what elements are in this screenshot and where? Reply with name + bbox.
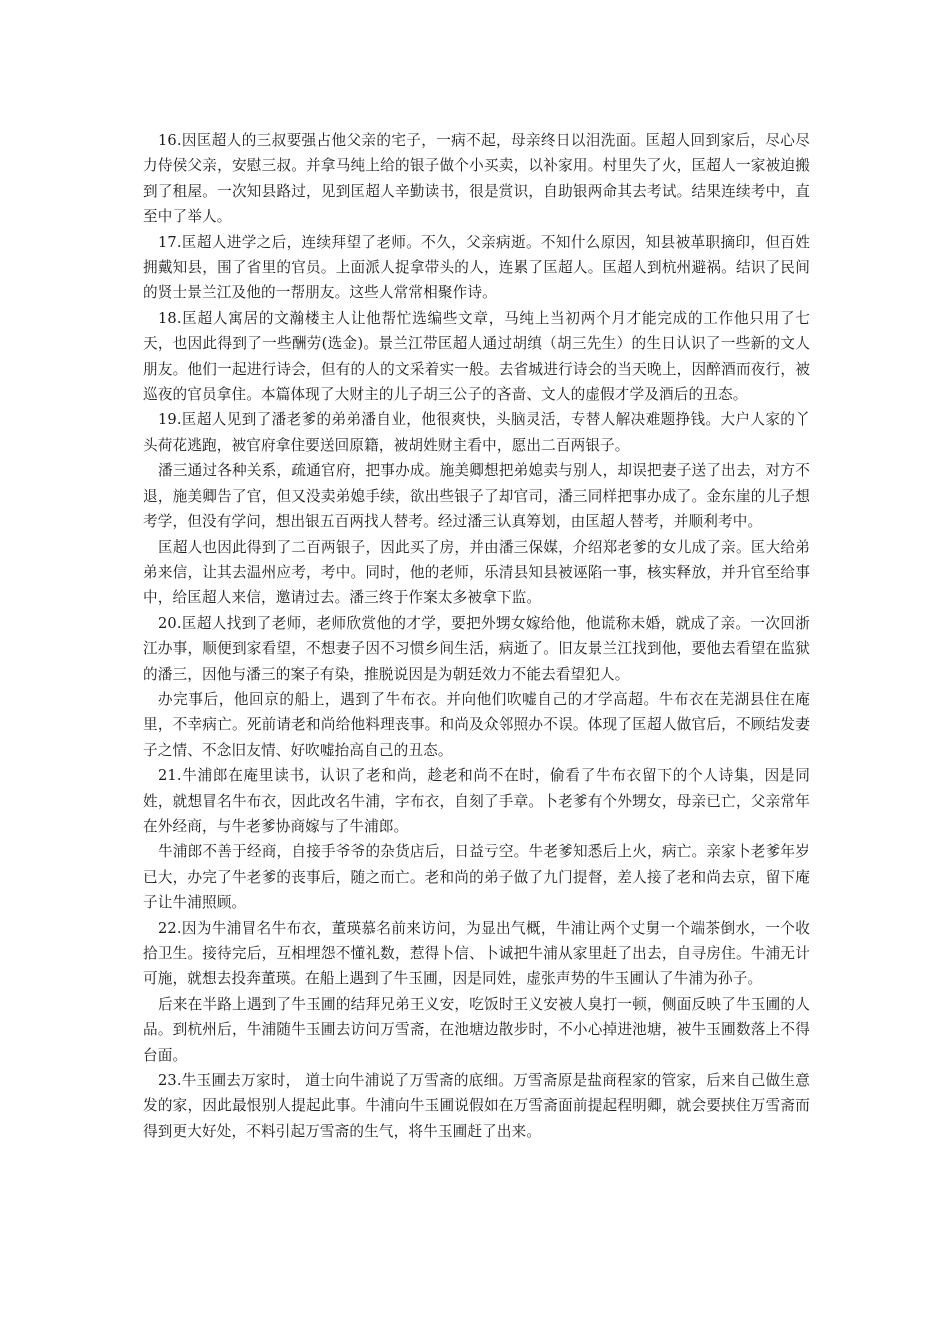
paragraph-22-cont: 后来在半路上遇到了牛玉圃的结拜兄弟王义安，吃饭时王义安被人臭打一顿，侧面反映了牛玉圃的人品。到杭州后，牛浦随牛玉圃去访问万雪斋，在池塘边散步时，不小心掉进池塘，被牛玉圃数落上不得台面。 (143, 995, 810, 1064)
paragraph-19-cont-2: 匡超人也因此得到了二百两银子，因此买了房，并由潘三保媒，介绍郑老爹的女儿成了亲。匡大给弟弟来信，让其去温州应考，考中。同时，他的老师，乐清县知县被诬陷一事，核实释放，并升官至给事中，给匡超人来信，邀请过去。潘三终于作案太多被拿下监。 (143, 538, 810, 607)
paragraph-20-cont: 办完事后，他回京的船上，遇到了牛布衣。并向他们吹嘘自己的才学高超。牛布衣在芜湖县住在庵里，不幸病亡。死前请老和尚给他料理丧事。和尚及众邻照办不误。体现了匡超人做官后，不顾结发妻子之情、不念旧友情、好吹嘘抬高自己的丑态。 (143, 690, 810, 759)
paragraph-21: 21.牛浦郎在庵里读书，认识了老和尚，趁老和尚不在时，偷看了牛布衣留下的个人诗集，因是同姓，就想冒名牛布衣，因此改名牛浦，字布衣，自刻了手章。卜老爹有个外甥女，母亲已亡，父亲常年在外经商，与牛老爹协商嫁与了牛浦郎。 (143, 767, 810, 835)
paragraph-22: 22.因为牛浦冒名牛布衣，董瑛慕名前来访问，为显出气概，牛浦让两个丈舅一个端茶倒水，一个收拾卫生。接待完后，互相埋怨不懂礼数，惹得卜信、卜诚把牛浦从家里赶了出去，自寻房住。牛浦无计可施，就想去投奔董瑛。在船上遇到了牛玉圃，因是同姓，虚张声势的牛玉圃认了牛浦为孙子。 (143, 919, 810, 988)
document-body (143, 128, 810, 1144)
paragraph-21-cont: 牛浦郎不善于经商，自接手爷爷的杂货店后，日益亏空。牛老爹知悉后上火，病亡。亲家卜老爹年岁已大，办完了牛老爹的丧事后，随之而亡。老和尚的弟子做了九门提督，差人接了老和尚去京，留下庵子让牛浦照顾。 (143, 843, 810, 912)
paragraph-19-cont-1: 潘三通过各种关系，疏通官府，把事办成。施美卿想把弟媳卖与别人，却误把妻子送了出去，对方不退，施美卿告了官，但又没卖弟媳手续，欲出些银子了却官司，潘三同样把事办成了。金东崖的儿子想考学，但没有学问，想出银五百两找人替考。经过潘三认真筹划，由匡超人替考，并顺利考中。 (143, 462, 810, 531)
paragraph-20: 20.匡超人找到了老师，老师欣赏他的才学，要把外甥女嫁给他，他谎称未婚，就成了亲。一次回浙江办事，顺便到家看望，不想妻子因不习惯乡间生活，病逝了。旧友景兰江找到他，要他去看望在监狱的潘三，因他与潘三的案子有染，推脱说因是为朝廷效力不能去看望犯人。 (143, 614, 810, 683)
paragraph-18: 18.匡超人寓居的文瀚楼主人让他帮忙选编些文章，马纯上当初两个月才能完成的工作他只用了七天，也因此得到了一些酬劳(选金)。景兰江带匡超人通过胡缜（胡三先生）的生日认识了一些新的文人朋友。他们一起进行诗会，但有的人的文采着实一般。去省城进行诗会的当天晚上，因醉酒而夜行，被巡夜的官员拿住。本篇体现了大财主的儿子胡三公子的吝啬、文人的虚假才学及酒后的丑态。 (143, 309, 810, 404)
paragraph-16: 16.因匡超人的三叔要强占他父亲的宅子，一病不起，母亲终日以泪洗面。匡超人回到家后，尽心尽力侍侯父亲，安慰三叔。并拿马纯上给的银子做个小买卖，以补家用。村里失了火，匡超人一家被迫搬到了租屋。一次知县路过，见到匡超人辛勤读书，很是赏识，自助银两命其去考试。结果连续考中，直至中了举人。 (143, 132, 810, 226)
paragraph-19: 19.匡超人见到了潘老爹的弟弟潘自业，他很爽快，头脑灵活，专替人解决难题挣钱。大户人家的丫头荷花逃跑，被官府拿住要送回原籍，被胡姓财主看中，愿出二百两银子。 (143, 411, 810, 454)
paragraph-17: 17.匡超人进学之后，连续拜望了老师。不久，父亲病逝。不知什么原因，知县被革职摘印，但百姓拥戴知县，围了省里的官员。上面派人捉拿带头的人，连累了匡超人。匡超人到杭州避祸。结识了民间的贤士景兰江及他的一帮朋友。这些人常常相聚作诗。 (143, 233, 810, 302)
paragraph-23: 23.牛玉圃去万家时， 道士向牛浦说了万雪斋的底细。万雪斋原是盐商程家的管家，后来自己做生意发的家，因此最恨别人提起此事。牛浦向牛玉圃说假如在万雪斋面前提起程明卿，就会要挟住万雪斋而得到更大好处，不料引起万雪斋的生气，将牛玉圃赶了出来。 (143, 1072, 810, 1140)
